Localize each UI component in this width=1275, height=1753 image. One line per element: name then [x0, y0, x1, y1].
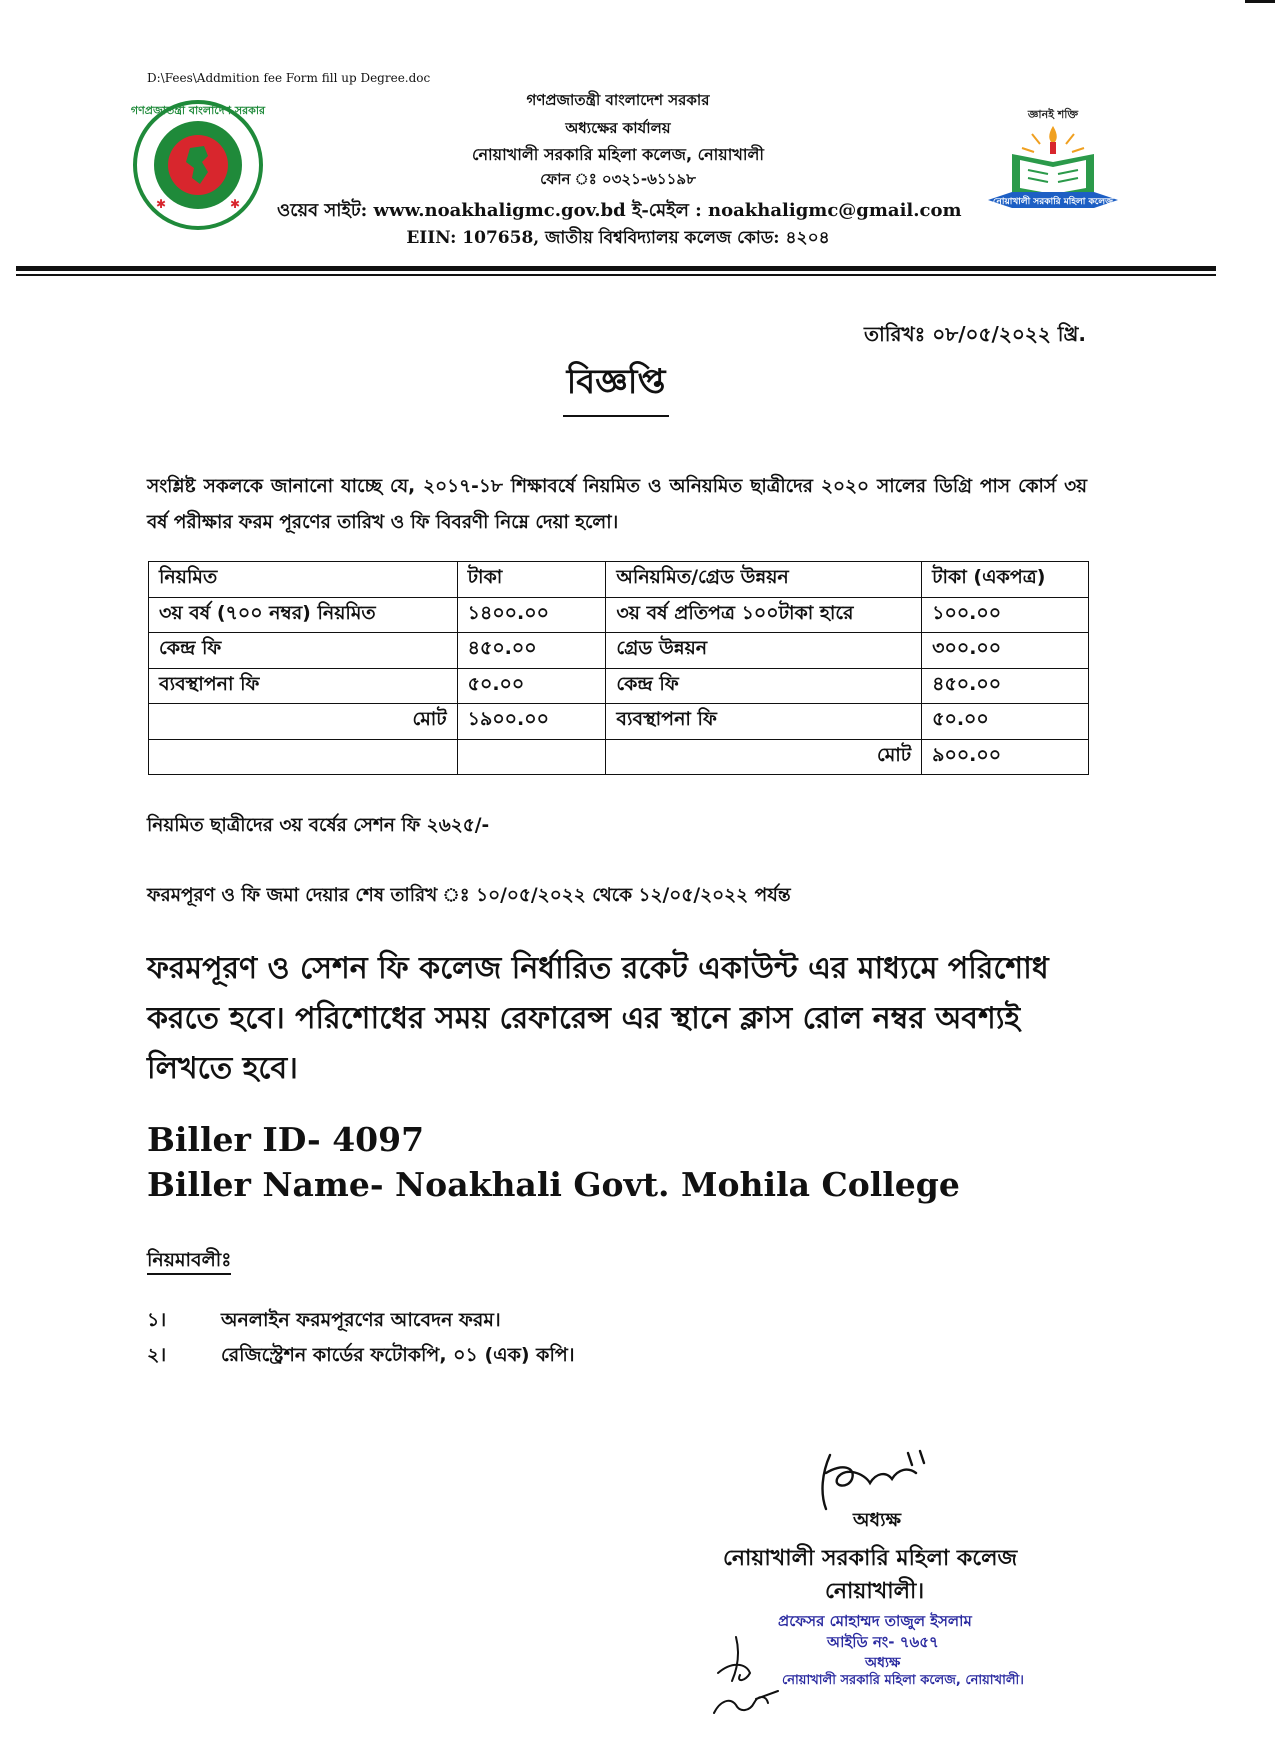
list-item: [147, 1341, 575, 1373]
table-row: [149, 597, 1089, 633]
notice-date: তারিখঃ ০৮/০৫/২০২২ খ্রি.: [863, 322, 1086, 346]
fee-table-header-cell: নিয়মিত: [149, 562, 458, 598]
college-emblem-icon: [982, 104, 1124, 224]
signature-college: নোয়াখালী সরকারি মহিলা কলেজ: [723, 1546, 1018, 1571]
signature-place: নোয়াখালী।: [825, 1579, 925, 1604]
header-line-eiin: EIIN: 107658, জাতীয় বিশ্ববিদ্যালয় কলেজ কোড: ৪২০৪: [406, 228, 830, 248]
rules-heading: নিয়মাবলীঃ: [147, 1246, 231, 1278]
table-cell: কেন্দ্র ফি: [606, 668, 922, 704]
table-cell: [457, 739, 606, 775]
regular-total-value: ১৯০০.০০: [457, 704, 606, 740]
header-line-phone: ফোন ঃ ০৩২১-৬১১৯৮: [540, 170, 696, 188]
list-item-text: অনলাইন ফরমপূরণের আবেদন ফরম।: [221, 1309, 501, 1331]
header-line-college: নোয়াখালী সরকারি মহিলা কলেজ, নোয়াখালী: [471, 145, 765, 164]
fee-table-header-cell: অনিয়মিত/গ্রেড উন্নয়ন: [606, 562, 922, 598]
session-fee-note: নিয়মিত ছাত্রীদের ৩য় বর্ষের সেশন ফি ২৬২৫/-: [147, 815, 490, 836]
fee-table-header-cell: টাকা: [457, 562, 606, 598]
table-cell: গ্রেড উন্নয়ন: [606, 633, 922, 669]
fee-table-header-row: [149, 562, 1089, 598]
table-row: [149, 704, 1089, 740]
table-cell: [149, 739, 458, 775]
table-cell: ব্যবস্থাপনা ফি: [149, 668, 458, 704]
payment-instruction: ফরমপূরণ ও সেশন ফি কলেজ নির্ধারিত রকেট একাউন্ট এর মাধ্যমে পরিশোধ করতে হবে। পরিশোধের সময় রেফারেন্স এর স্থানে ক্লাস রোল নম্বর অবশ্যই লিখতে হবে।: [147, 951, 1049, 1086]
government-seal-icon: [128, 98, 268, 232]
notice-intro: সংশ্লিষ্ট সকলকে জানানো যাচ্ছে যে, ২০১৭-১৮ শিক্ষাবর্ষে নিয়মিত ও অনিয়মিত ছাত্রীদের ২০২০ সালের ডিগ্রি পাস কোর্স ৩য় বর্ষ পরীক্ষার ফরম পূরণের তারিখ ও ফি বিবরণী নিম্নে দেয়া হলো।: [147, 476, 1087, 533]
principal-signature: [812, 1443, 940, 1515]
table-cell: কেন্দ্র ফি: [149, 633, 458, 669]
table-row: [149, 633, 1089, 669]
table-cell: ৩য় বর্ষ (৭০০ নম্বর) নিয়মিত: [149, 597, 458, 633]
svg-text:✱: ✱: [230, 197, 241, 211]
scan-edge-mark: [1245, 0, 1275, 3]
biller-id: Biller ID- 4097: [147, 1120, 425, 1159]
table-cell: ৫০.০০: [922, 704, 1089, 740]
table-cell: ৩০০.০০: [922, 633, 1089, 669]
svg-text:জ্ঞানই শক্তি: জ্ঞানই শক্তি: [1027, 108, 1079, 121]
fee-table: [148, 561, 1089, 775]
deadline-note: ফরমপূরণ ও ফি জমা দেয়ার শেষ তারিখ ঃ ১০/০৫/২০২২ থেকে ১২/০৫/২০২২ পর্যন্ত: [147, 885, 791, 906]
table-row: [149, 668, 1089, 704]
stamp-college: নোয়াখালী সরকারি মহিলা কলেজ, নোয়াখালী।: [782, 1673, 1024, 1688]
svg-text:✱: ✱: [156, 197, 167, 211]
list-item-number: ১।: [147, 1309, 167, 1331]
header-divider: [16, 266, 1216, 271]
irregular-total-label: মোট: [606, 739, 922, 775]
table-cell: ৩য় বর্ষ প্রতিপত্র ১০০টাকা হারে: [606, 597, 922, 633]
table-cell: ১৪০০.০০: [457, 597, 606, 633]
list-item: [147, 1306, 501, 1338]
header-line-office: অধ্যক্ষের কার্যালয়: [565, 119, 671, 137]
table-cell: ১০০.০০: [922, 597, 1089, 633]
table-cell: ৪৫০.০০: [457, 633, 606, 669]
stamp-id: আইডি নং- ৭৬৫৭: [827, 1633, 939, 1651]
fee-table-header-cell: টাকা (একপত্র): [922, 562, 1089, 598]
header-line-web-email: ওয়েব সাইট: www.noakhaligmc.gov.bd ই-মেইল : noakhaligmc@gmail.com: [277, 200, 962, 221]
stamp-post: অধ্যক্ষ: [865, 1655, 901, 1671]
table-cell: ৫০.০০: [457, 668, 606, 704]
table-cell: ৪৫০.০০: [922, 668, 1089, 704]
regular-total-label: মোট: [149, 704, 458, 740]
header-line-government: গণপ্রজাতন্ত্রী বাংলাদেশ সরকার: [526, 91, 710, 109]
list-item-text: রেজিস্ট্রেশন কার্ডের ফটোকপি, ০১ (এক) কপি।: [221, 1344, 575, 1366]
biller-name: Biller Name- Noakhali Govt. Mohila College: [147, 1165, 960, 1204]
table-cell: ব্যবস্থাপনা ফি: [606, 704, 922, 740]
svg-text:গণপ্রজাতন্ত্রী বাংলাদেশ সরকার: গণপ্রজাতন্ত্রী বাংলাদেশ সরকার: [130, 104, 266, 117]
initial-signature: [706, 1633, 806, 1723]
header-divider-thin: [16, 274, 1216, 276]
list-item-number: ২।: [147, 1344, 167, 1366]
irregular-total-value: ৯০০.০০: [922, 739, 1089, 775]
file-path: D:\Fees\Addmition fee Form fill up Degree.doc: [147, 71, 431, 85]
stamp-name: প্রফেসর মোহাম্মদ তাজুল ইসলাম: [778, 1612, 972, 1630]
notice-title: বিজ্ঞপ্তি: [0, 356, 1232, 417]
svg-text:নোয়াখালী সরকারি মহিলা কলেজ: নোয়াখালী সরকারি মহিলা কলেজ: [992, 197, 1114, 207]
signature-post: অধ্যক্ষ: [853, 1509, 902, 1531]
table-row: [149, 739, 1089, 775]
